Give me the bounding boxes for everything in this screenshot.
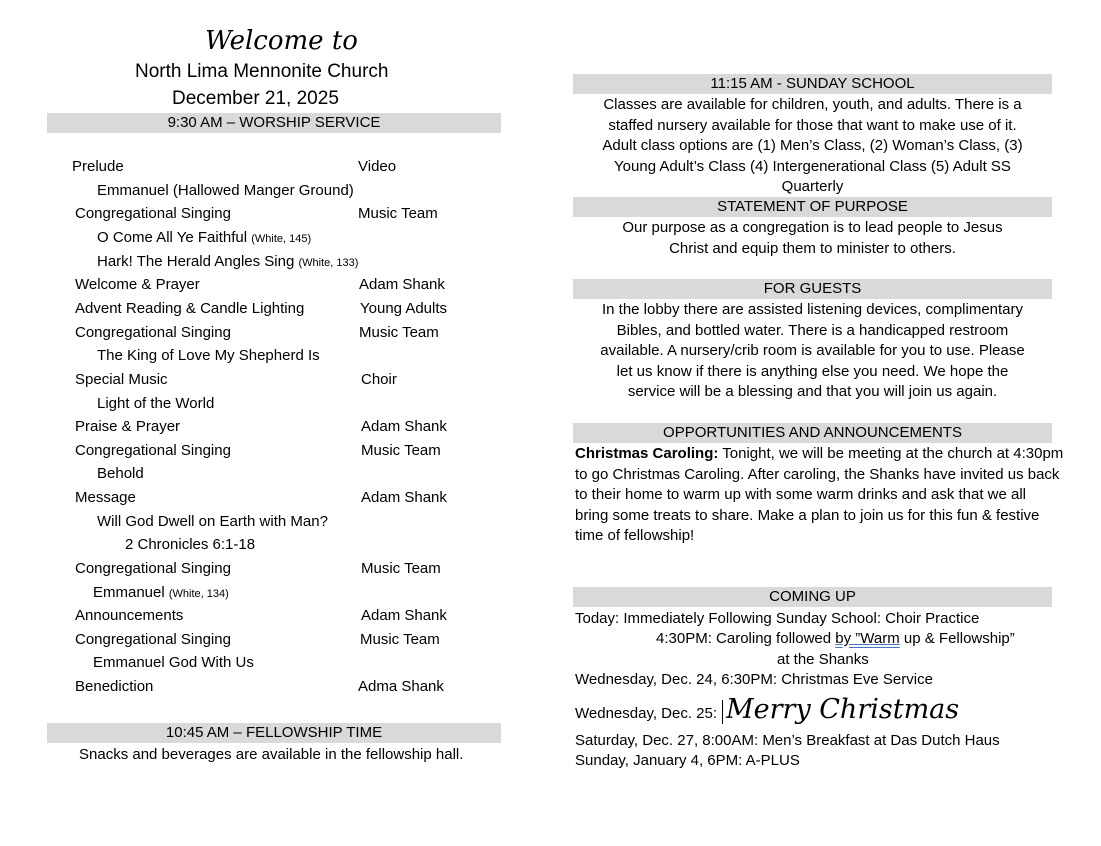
worship-leader: Choir bbox=[361, 371, 397, 388]
guests-heading: FOR GUESTS bbox=[573, 279, 1052, 299]
coming-up-breakfast: Saturday, Dec. 27, 8:00AM: Men’s Breakfast at Das Dutch Haus bbox=[575, 732, 1000, 749]
text-cursor bbox=[722, 700, 723, 724]
worship-element bbox=[75, 442, 231, 459]
caroling-label: Christmas Caroling: bbox=[575, 445, 719, 462]
worship-detail bbox=[97, 347, 320, 364]
worship-leader: Music Team bbox=[359, 324, 439, 341]
purpose-heading: STATEMENT OF PURPOSE bbox=[573, 197, 1052, 217]
hymnal-reference: (White, 145) bbox=[251, 233, 312, 245]
merry-christmas-script: Merry Christmas bbox=[726, 694, 960, 725]
worship-leader: Music Team bbox=[360, 631, 440, 648]
guests-text bbox=[573, 300, 1052, 403]
coming-up-caroling bbox=[656, 630, 1015, 647]
text-line: staffed nursery available for those that want to make use of it. bbox=[608, 116, 1017, 134]
announcements-text bbox=[575, 444, 1085, 547]
fellowship-text: Snacks and beverages are available in the fellowship hall. bbox=[79, 746, 464, 763]
worship-item-label: Congregational Singing bbox=[75, 324, 231, 341]
worship-item-label: Welcome & Prayer bbox=[75, 276, 200, 293]
coming-up-heading: COMING UP bbox=[573, 587, 1052, 607]
sunday-school-heading: 11:15 AM - SUNDAY SCHOOL bbox=[573, 74, 1052, 94]
worship-leader: Adam Shank bbox=[361, 607, 447, 624]
worship-item-label: The King of Love My Shepherd Is bbox=[97, 347, 320, 364]
text-line: Classes are available for children, youth, and adults. There is a bbox=[603, 96, 1022, 113]
worship-detail bbox=[125, 536, 255, 553]
worship-detail bbox=[93, 584, 229, 601]
worship-detail bbox=[97, 253, 358, 270]
text-line: In the lobby there are assisted listening devices, complimentary bbox=[601, 301, 1024, 318]
worship-detail bbox=[97, 229, 311, 246]
sunday-school-text bbox=[573, 95, 1052, 198]
worship-element bbox=[72, 158, 124, 175]
worship-item-label: Announcements bbox=[75, 607, 184, 624]
worship-item-label: Special Music bbox=[75, 371, 168, 388]
text-line: Adult class options are (1) Men’s Class, (2) Woman’s Class, (3) bbox=[602, 137, 1023, 154]
worship-leader: Music Team bbox=[358, 205, 438, 222]
coming-up-today: Today: Immediately Following Sunday School: Choir Practice bbox=[575, 610, 980, 627]
worship-leader: Adam Shank bbox=[359, 276, 445, 293]
worship-item-label: Emmanuel bbox=[93, 584, 165, 601]
church-name: North Lima Mennonite Church bbox=[135, 61, 389, 82]
text-line: service will be a blessing and that you will join us again. bbox=[627, 383, 998, 400]
worship-element bbox=[75, 276, 200, 293]
worship-leader: Adam Shank bbox=[361, 489, 447, 506]
text-line: Our purpose as a congregation is to lead people to Jesus bbox=[622, 219, 1003, 236]
purpose-text bbox=[573, 218, 1052, 259]
worship-element bbox=[75, 324, 231, 341]
welcome-heading: Welcome to bbox=[205, 26, 358, 56]
text-line: bring some treats to share. Make a plan to join us for this fun & festive bbox=[575, 506, 1040, 524]
text-line: to their home to warm up with some warm drinks and ask that we all bbox=[575, 486, 1027, 503]
worship-item-label: Advent Reading & Candle Lighting bbox=[75, 300, 305, 317]
worship-item-label: Behold bbox=[97, 465, 144, 482]
text-line bbox=[575, 444, 1085, 465]
worship-leader: Video bbox=[358, 158, 397, 175]
caroling-link-text: by ”Warm bbox=[835, 630, 900, 647]
worship-item-label: Congregational Singing bbox=[75, 205, 231, 222]
worship-detail bbox=[93, 654, 254, 671]
fellowship-heading: 10:45 AM – FELLOWSHIP TIME bbox=[47, 723, 501, 743]
text-line: Bibles, and bottled water. There is a handicapped restroom bbox=[616, 321, 1009, 339]
worship-item-label: Light of the World bbox=[97, 395, 215, 412]
worship-item-label: Emmanuel (Hallowed Manger Ground) bbox=[97, 182, 354, 199]
worship-item-label: Message bbox=[75, 489, 136, 506]
text-line: available. A nursery/crib room is available for you to use. Please bbox=[600, 342, 1025, 359]
coming-up-dec25: Wednesday, Dec. 25: bbox=[575, 705, 718, 722]
coming-up-aplus: Sunday, January 4, 6PM: A-PLUS bbox=[575, 752, 800, 769]
text-line: let us know if there is anything else you need. We hope the bbox=[616, 362, 1009, 380]
announcements-heading: OPPORTUNITIES AND ANNOUNCEMENTS bbox=[573, 423, 1052, 443]
worship-detail bbox=[97, 182, 354, 199]
worship-item-label: Congregational Singing bbox=[75, 631, 231, 648]
worship-item-label: Congregational Singing bbox=[75, 560, 231, 577]
text-line: Quarterly bbox=[781, 178, 844, 195]
service-date: December 21, 2025 bbox=[172, 88, 339, 109]
worship-leader: Music Team bbox=[361, 442, 441, 459]
worship-item-label: Praise & Prayer bbox=[75, 418, 181, 435]
worship-detail bbox=[97, 513, 328, 530]
coming-up-at-shanks: at the Shanks bbox=[777, 651, 869, 668]
worship-element bbox=[75, 300, 304, 317]
worship-element bbox=[75, 678, 153, 695]
text-fragment: Tonight, we will be meeting at the church at 4:30pm bbox=[718, 445, 1064, 462]
text-fragment: 4:30PM: Caroling followed bbox=[656, 630, 836, 647]
worship-item-label: Hark! The Herald Angles Sing bbox=[97, 253, 295, 270]
text-line: Christ and equip them to minister to others. bbox=[669, 239, 956, 257]
worship-element bbox=[75, 607, 183, 624]
text-line: Young Adult’s Class (4) Intergenerational Class (5) Adult SS bbox=[614, 157, 1011, 175]
worship-detail bbox=[97, 465, 144, 482]
worship-item-label: 2 Chronicles 6:1-18 bbox=[125, 536, 256, 553]
worship-leader: Music Team bbox=[361, 560, 441, 577]
worship-leader: Young Adults bbox=[360, 300, 448, 317]
text-fragment: up & Fellowship” bbox=[899, 630, 1015, 647]
worship-item-label: Prelude bbox=[72, 158, 124, 175]
worship-leader: Adam Shank bbox=[361, 418, 447, 435]
hymnal-reference: (White, 134) bbox=[168, 588, 229, 600]
worship-item-label: O Come All Ye Faithful bbox=[97, 229, 248, 246]
worship-item-label: Congregational Singing bbox=[75, 442, 231, 459]
worship-service-heading: 9:30 AM – WORSHIP SERVICE bbox=[47, 113, 501, 133]
worship-item-label: Benediction bbox=[75, 678, 154, 695]
worship-element bbox=[75, 418, 180, 435]
worship-element bbox=[75, 489, 136, 506]
worship-element bbox=[75, 205, 231, 222]
worship-element bbox=[75, 631, 231, 648]
text-line: to go Christmas Caroling. After caroling, the Shanks have invited us back bbox=[575, 465, 1060, 483]
worship-detail bbox=[97, 395, 214, 412]
text-line: time of fellowship! bbox=[575, 527, 695, 544]
hymnal-reference: (White, 133) bbox=[298, 257, 359, 269]
coming-up-eve: Wednesday, Dec. 24, 6:30PM: Christmas Eve Service bbox=[575, 671, 933, 688]
worship-element bbox=[75, 371, 168, 388]
worship-leader: Adma Shank bbox=[358, 678, 444, 695]
worship-item-label: Emmanuel God With Us bbox=[93, 654, 254, 671]
worship-item-label: Will God Dwell on Earth with Man? bbox=[97, 513, 328, 530]
worship-element bbox=[75, 560, 231, 577]
